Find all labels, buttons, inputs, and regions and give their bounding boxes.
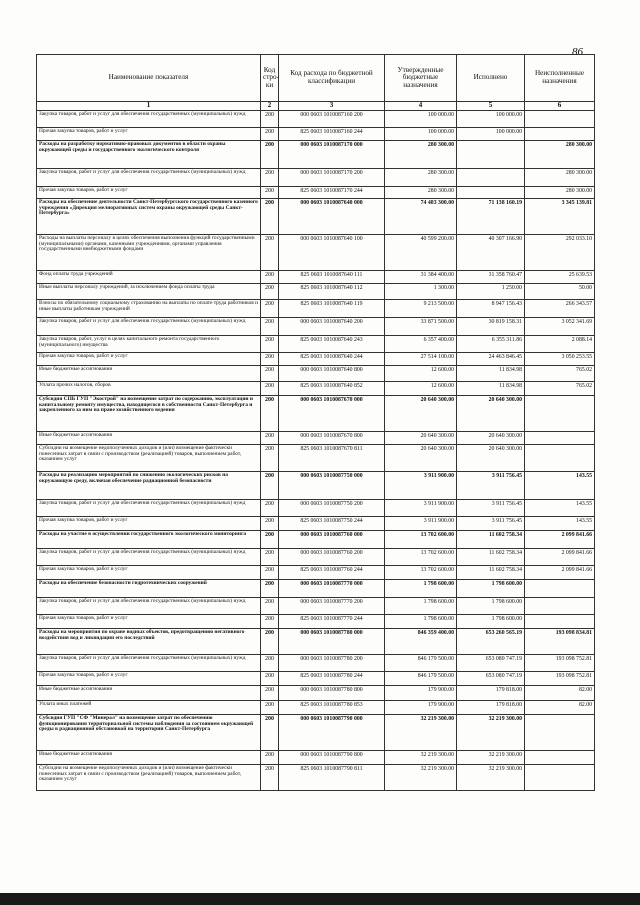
table-row — [37, 300, 595, 318]
page-number: 86 — [572, 46, 583, 58]
row-approved: 100 000.00 — [385, 111, 457, 128]
table-row — [37, 284, 595, 300]
row-name: Взносы по обязательному социальному страхованию на выплаты по оплате труда работников и иные выплаты работникам учреждений — [37, 300, 261, 318]
row-name: Субсидия ГУП "СФ "Минерал" на возмещение затрат по обеспечению функционирования территориальной системы наблюдения за состоянием окружающей среды в радиационной обстановкой на территории Санкт-Петербурга — [37, 715, 261, 751]
table-row — [37, 580, 595, 598]
row-name: Иные бюджетные ассигнования — [37, 686, 261, 701]
row-code: 200 — [261, 615, 279, 629]
row-kbk: 000 0603 1010087750 200 — [279, 500, 385, 517]
table-row — [37, 128, 595, 141]
row-kbk: 825 0603 1010087770 244 — [279, 615, 385, 629]
row-approved: 13 702 600.00 — [385, 531, 457, 549]
row-name: Закупка товаров, работ и услуг для обеспечения государственных (муниципальных) нужд — [37, 549, 261, 566]
row-approved: 3 911 900.00 — [385, 517, 457, 531]
row-name: Субсидия СПБ ГУП "Экострой" на возмещение затрат по содержанию, эксплуатации и капитальному ремонту имущества, находящегося в собственности Санкт-Петербурга и закрепленного за ним на праве хозяйственного ведения — [37, 396, 261, 432]
row-unexecuted: 280 300.00 — [525, 169, 595, 187]
row-executed — [457, 169, 525, 187]
row-executed: 100 000.00 — [457, 128, 525, 141]
row-executed: 653 080 747.19 — [457, 655, 525, 672]
row-approved: 9 213 500.00 — [385, 300, 457, 318]
row-executed: 11 602 758.34 — [457, 531, 525, 549]
row-kbk: 000 0603 1010087640 000 — [279, 199, 385, 235]
row-code: 200 — [261, 531, 279, 549]
row-kbk: 825 0603 1010087790 811 — [279, 765, 385, 791]
row-kbk: 000 0603 1010087670 800 — [279, 432, 385, 445]
row-unexecuted — [525, 715, 595, 751]
row-unexecuted: 50.00 — [525, 284, 595, 300]
row-approved: 280 300.00 — [385, 169, 457, 187]
row-kbk: 825 0603 1010087170 244 — [279, 187, 385, 199]
table-row — [37, 366, 595, 382]
row-approved: 13 702 600.00 — [385, 566, 457, 580]
row-approved: 20 640 300.00 — [385, 432, 457, 445]
row-code: 200 — [261, 169, 279, 187]
row-unexecuted: 82.00 — [525, 701, 595, 715]
table-row — [37, 187, 595, 199]
row-kbk: 825 0603 1010087640 852 — [279, 382, 385, 396]
scan-edge — [0, 893, 640, 905]
row-executed: 179 818.00 — [457, 686, 525, 701]
row-unexecuted — [525, 396, 595, 432]
row-kbk: 000 0603 1010087770 000 — [279, 580, 385, 598]
table-row — [37, 199, 595, 235]
row-kbk: 825 0603 1010087640 244 — [279, 353, 385, 366]
table-row — [37, 765, 595, 791]
table-row — [37, 445, 595, 472]
row-kbk: 000 0603 1010087770 200 — [279, 598, 385, 615]
row-kbk: 000 0603 1010087170 000 — [279, 141, 385, 169]
header-kbk: Код расхода по бюджетной классификации — [279, 55, 385, 102]
table-header-row — [37, 55, 595, 102]
row-kbk: 825 0603 1010087670 811 — [279, 445, 385, 472]
row-unexecuted: 2 099 841.66 — [525, 566, 595, 580]
row-code: 200 — [261, 382, 279, 396]
row-approved: 1 798 600.00 — [385, 580, 457, 598]
row-unexecuted — [525, 128, 595, 141]
row-executed: 11 834.98 — [457, 382, 525, 396]
row-executed — [457, 187, 525, 199]
row-kbk: 825 0603 1010087640 243 — [279, 336, 385, 353]
row-approved: 12 600.00 — [385, 366, 457, 382]
column-number: 5 — [457, 102, 525, 111]
row-code: 200 — [261, 549, 279, 566]
row-approved: 846 179 500.00 — [385, 672, 457, 686]
row-unexecuted: 3 052 341.69 — [525, 318, 595, 336]
table-row — [37, 271, 595, 284]
row-kbk: 000 0603 1010087760 200 — [279, 549, 385, 566]
row-unexecuted: 280 300.00 — [525, 141, 595, 169]
row-code: 200 — [261, 566, 279, 580]
row-code: 200 — [261, 500, 279, 517]
row-name: Закупка товаров, работ и услуг для обеспечения государственных (муниципальных) нужд — [37, 598, 261, 615]
table-row — [37, 549, 595, 566]
row-name: Закупка товаров, работ и услуг для обеспечения государственных (муниципальных) нужд — [37, 318, 261, 336]
row-name: Уплата прочих налогов, сборов — [37, 382, 261, 396]
row-kbk: 000 0603 1010087750 000 — [279, 472, 385, 500]
row-code: 200 — [261, 366, 279, 382]
header-approved: Утвержденные бюджетные назначения — [385, 55, 457, 102]
column-number: 6 — [525, 102, 595, 111]
row-kbk: 000 0603 1010087780 800 — [279, 686, 385, 701]
row-executed: 11 602 758.34 — [457, 566, 525, 580]
column-number-row — [37, 102, 595, 111]
row-kbk: 825 0603 1010087760 244 — [279, 566, 385, 580]
row-code: 200 — [261, 701, 279, 715]
row-unexecuted: 2 088.14 — [525, 336, 595, 353]
row-approved: 32 219 300.00 — [385, 751, 457, 765]
row-executed: 1 798 600.00 — [457, 598, 525, 615]
table-row — [37, 566, 595, 580]
row-approved: 32 219 300.00 — [385, 765, 457, 791]
row-kbk: 825 0603 1010087640 111 — [279, 271, 385, 284]
table-row — [37, 701, 595, 715]
row-name: Закупка товаров, работ и услуг для обеспечения государственных (муниципальных) нужд — [37, 655, 261, 672]
column-number: 2 — [261, 102, 279, 111]
row-unexecuted: 3 345 139.81 — [525, 199, 595, 235]
header-unexecuted: Неисполненные назначения — [525, 55, 595, 102]
row-kbk: 000 0603 1010087780 200 — [279, 655, 385, 672]
table-row — [37, 655, 595, 672]
row-code: 200 — [261, 655, 279, 672]
row-unexecuted — [525, 432, 595, 445]
row-name: Расходы на обеспечение деятельности Санкт-Петербургского государственного казенного учреждения «Дирекция мелиоративных систем охраны окружающей среды Санкт-Петербурга» — [37, 199, 261, 235]
row-code: 200 — [261, 111, 279, 128]
row-kbk: 825 0603 1010087780 853 — [279, 701, 385, 715]
budget-execution-table — [36, 54, 595, 791]
table-row — [37, 517, 595, 531]
table-row — [37, 336, 595, 353]
row-approved: 100 000.00 — [385, 128, 457, 141]
table-row — [37, 751, 595, 765]
row-unexecuted: 82.00 — [525, 686, 595, 701]
row-executed: 31 358 760.47 — [457, 271, 525, 284]
row-approved: 32 219 300.00 — [385, 715, 457, 751]
row-unexecuted: 193 098 834.81 — [525, 629, 595, 655]
row-executed: 1 798 600.00 — [457, 580, 525, 598]
header-code: Код стро-ки — [261, 55, 279, 102]
row-executed: 653 260 565.19 — [457, 629, 525, 655]
row-executed: 24 463 846.45 — [457, 353, 525, 366]
row-kbk: 000 0603 1010087640 100 — [279, 235, 385, 271]
row-approved: 179 900.00 — [385, 686, 457, 701]
row-name: Прочая закупка товаров, работ и услуг — [37, 615, 261, 629]
row-executed: 20 640 300.00 — [457, 445, 525, 472]
table-row — [37, 432, 595, 445]
row-executed: 179 818.00 — [457, 701, 525, 715]
table-row — [37, 500, 595, 517]
row-approved: 40 599 200.00 — [385, 235, 457, 271]
row-executed — [457, 141, 525, 169]
row-kbk: 000 0603 1010087640 800 — [279, 366, 385, 382]
row-approved: 13 702 600.00 — [385, 549, 457, 566]
row-approved: 3 911 900.00 — [385, 500, 457, 517]
row-name: Прочая закупка товаров, работ и услуг — [37, 566, 261, 580]
table-row — [37, 686, 595, 701]
row-unexecuted — [525, 615, 595, 629]
row-unexecuted: 143.55 — [525, 472, 595, 500]
row-name: Иные бюджетные ассигнования — [37, 432, 261, 445]
row-kbk: 000 0603 1010087160 200 — [279, 111, 385, 128]
row-code: 200 — [261, 629, 279, 655]
row-unexecuted: 266 343.57 — [525, 300, 595, 318]
row-kbk: 825 0603 1010087640 119 — [279, 300, 385, 318]
row-approved: 12 600.00 — [385, 382, 457, 396]
row-kbk: 000 0603 1010087790 000 — [279, 715, 385, 751]
column-number: 1 — [37, 102, 261, 111]
row-name: Иные выплаты персоналу учреждений, за исключением фонда оплаты труда — [37, 284, 261, 300]
row-unexecuted — [525, 445, 595, 472]
row-executed: 1 798 600.00 — [457, 615, 525, 629]
row-unexecuted: 193 098 752.81 — [525, 655, 595, 672]
row-approved: 20 640 300.00 — [385, 445, 457, 472]
row-name: Закупка товаров, работ и услуг для обеспечения государственных (муниципальных) нужд — [37, 111, 261, 128]
row-code: 200 — [261, 580, 279, 598]
row-code: 200 — [261, 187, 279, 199]
row-executed: 20 640 300.00 — [457, 396, 525, 432]
row-approved: 6 357 400.00 — [385, 336, 457, 353]
row-kbk: 000 0603 1010087170 200 — [279, 169, 385, 187]
row-approved: 280 300.00 — [385, 187, 457, 199]
row-executed: 30 819 158.31 — [457, 318, 525, 336]
row-unexecuted: 765.02 — [525, 382, 595, 396]
row-code: 200 — [261, 672, 279, 686]
header-executed: Исполнено — [457, 55, 525, 102]
row-name: Прочая закупка товаров, работ и услуг — [37, 128, 261, 141]
row-code: 200 — [261, 751, 279, 765]
row-unexecuted — [525, 765, 595, 791]
row-name: Расходы на обеспечение безопасности гидротехнических сооружений — [37, 580, 261, 598]
row-approved: 179 900.00 — [385, 701, 457, 715]
row-unexecuted — [525, 598, 595, 615]
row-name: Расходы на выплаты персоналу в целях обеспечения выполнения функций государственными (муниципальными) органами, казенными учреждениями, органами управления государственными внебюджетными фондами — [37, 235, 261, 271]
table-row — [37, 111, 595, 128]
row-unexecuted: 2 099 841.66 — [525, 549, 595, 566]
row-unexecuted: 765.02 — [525, 366, 595, 382]
table-row — [37, 629, 595, 655]
table-row — [37, 141, 595, 169]
row-executed: 8 947 156.43 — [457, 300, 525, 318]
row-name: Расходы на участие в осуществлении государственного экологического мониторинга — [37, 531, 261, 549]
row-code: 200 — [261, 765, 279, 791]
row-kbk: 000 0603 1010087640 200 — [279, 318, 385, 336]
row-executed: 3 911 756.45 — [457, 517, 525, 531]
row-approved: 31 384 400.00 — [385, 271, 457, 284]
table-row — [37, 472, 595, 500]
row-kbk: 825 0603 1010087750 244 — [279, 517, 385, 531]
row-unexecuted: 3 050 253.55 — [525, 353, 595, 366]
row-executed: 3 911 756.45 — [457, 472, 525, 500]
row-code: 200 — [261, 353, 279, 366]
row-unexecuted: 193 098 752.81 — [525, 672, 595, 686]
row-name: Субсидии на возмещение недополученных доходов и (или) возмещение фактически понесенных затрат в связи с производством (реализацией) товаров, выполнением работ, оказанием услуг — [37, 765, 261, 791]
row-unexecuted: 143.55 — [525, 500, 595, 517]
row-unexecuted: 2 099 841.66 — [525, 531, 595, 549]
table-row — [37, 235, 595, 271]
table-row — [37, 396, 595, 432]
table-row — [37, 169, 595, 187]
row-name: Расходы на реализацию мероприятий по снижению экологических рисков на окружающую среду, включая обеспечение радиационной безопасности — [37, 472, 261, 500]
row-approved: 846 179 500.00 — [385, 655, 457, 672]
row-code: 200 — [261, 271, 279, 284]
row-code: 200 — [261, 199, 279, 235]
table-body — [37, 111, 595, 791]
row-kbk: 825 0603 1010087780 244 — [279, 672, 385, 686]
row-unexecuted: 280 300.00 — [525, 187, 595, 199]
row-approved: 74 483 300.00 — [385, 199, 457, 235]
row-name: Прочая закупка товаров, работ и услуг — [37, 353, 261, 366]
row-code: 200 — [261, 318, 279, 336]
row-code: 200 — [261, 445, 279, 472]
row-approved: 1 798 600.00 — [385, 615, 457, 629]
row-kbk: 000 0603 1010087790 800 — [279, 751, 385, 765]
row-unexecuted: 143.55 — [525, 517, 595, 531]
row-code: 200 — [261, 432, 279, 445]
row-executed: 20 640 300.00 — [457, 432, 525, 445]
row-unexecuted: 292 033.10 — [525, 235, 595, 271]
row-approved: 1 300.00 — [385, 284, 457, 300]
table-row — [37, 672, 595, 686]
row-code: 200 — [261, 472, 279, 500]
header-name: Наименование показателя — [37, 55, 261, 102]
row-code: 200 — [261, 128, 279, 141]
row-name: Прочая закупка товаров, работ и услуг — [37, 187, 261, 199]
row-executed: 32 219 300.00 — [457, 751, 525, 765]
row-approved: 27 514 100.00 — [385, 353, 457, 366]
row-executed: 11 834.98 — [457, 366, 525, 382]
row-executed: 653 080 747.19 — [457, 672, 525, 686]
row-code: 200 — [261, 517, 279, 531]
table-row — [37, 531, 595, 549]
row-executed: 32 219 300.00 — [457, 715, 525, 751]
row-executed: 1 250.00 — [457, 284, 525, 300]
row-name: Расходы на разработку нормативно-правовых документов в области охраны окружающей среды и государственного экологического контроля — [37, 141, 261, 169]
row-executed: 32 219 300.00 — [457, 765, 525, 791]
row-unexecuted: 25 639.53 — [525, 271, 595, 284]
row-executed: 11 602 758.34 — [457, 549, 525, 566]
row-name: Закупка товаров, работ, услуг в целях капитального ремонта государственного (муниципального) имущества — [37, 336, 261, 353]
row-unexecuted — [525, 580, 595, 598]
row-approved: 280 300.00 — [385, 141, 457, 169]
row-name: Расходы на мероприятия по охране водных объектов, предотвращению негативного воздействия вод и ликвидации его последствий — [37, 629, 261, 655]
row-name: Фонд оплаты труда учреждений — [37, 271, 261, 284]
row-name: Иные бюджетные ассигнования — [37, 366, 261, 382]
table-row — [37, 353, 595, 366]
row-kbk: 825 0603 1010087640 112 — [279, 284, 385, 300]
row-kbk: 825 0603 1010087160 244 — [279, 128, 385, 141]
row-kbk: 000 0603 1010087780 000 — [279, 629, 385, 655]
row-code: 200 — [261, 300, 279, 318]
row-code: 200 — [261, 235, 279, 271]
row-approved: 3 911 900.00 — [385, 472, 457, 500]
table-row — [37, 382, 595, 396]
row-unexecuted — [525, 751, 595, 765]
row-code: 200 — [261, 598, 279, 615]
row-code: 200 — [261, 396, 279, 432]
row-code: 200 — [261, 141, 279, 169]
row-approved: 20 640 300.00 — [385, 396, 457, 432]
row-executed: 6 355 311.86 — [457, 336, 525, 353]
row-approved: 33 871 500.00 — [385, 318, 457, 336]
row-kbk: 000 0603 1010087670 000 — [279, 396, 385, 432]
table-row — [37, 715, 595, 751]
row-name: Прочая закупка товаров, работ и услуг — [37, 517, 261, 531]
row-approved: 1 798 600.00 — [385, 598, 457, 615]
column-number: 4 — [385, 102, 457, 111]
row-name: Уплата иных платежей — [37, 701, 261, 715]
row-name: Закупка товаров, работ и услуг для обеспечения государственных (муниципальных) нужд — [37, 169, 261, 187]
row-name: Иные бюджетные ассигнования — [37, 751, 261, 765]
row-name: Субсидии на возмещение недополученных доходов и (или) возмещение фактически понесенных затрат в связи с производством (реализацией) товаров, выполнением работ, оказанием услуг — [37, 445, 261, 472]
row-code: 200 — [261, 686, 279, 701]
row-name: Закупка товаров, работ и услуг для обеспечения государственных (муниципальных) нужд — [37, 500, 261, 517]
row-executed: 100 000.00 — [457, 111, 525, 128]
row-name: Прочая закупка товаров, работ и услуг — [37, 672, 261, 686]
row-code: 200 — [261, 715, 279, 751]
row-executed: 3 911 756.45 — [457, 500, 525, 517]
table-row — [37, 615, 595, 629]
table-row — [37, 598, 595, 615]
row-executed: 71 138 160.19 — [457, 199, 525, 235]
row-kbk: 000 0603 1010087760 000 — [279, 531, 385, 549]
row-code: 200 — [261, 284, 279, 300]
column-number: 3 — [279, 102, 385, 111]
row-approved: 846 359 400.00 — [385, 629, 457, 655]
table-row — [37, 318, 595, 336]
row-executed: 40 307 166.90 — [457, 235, 525, 271]
row-code: 200 — [261, 336, 279, 353]
row-unexecuted — [525, 111, 595, 128]
